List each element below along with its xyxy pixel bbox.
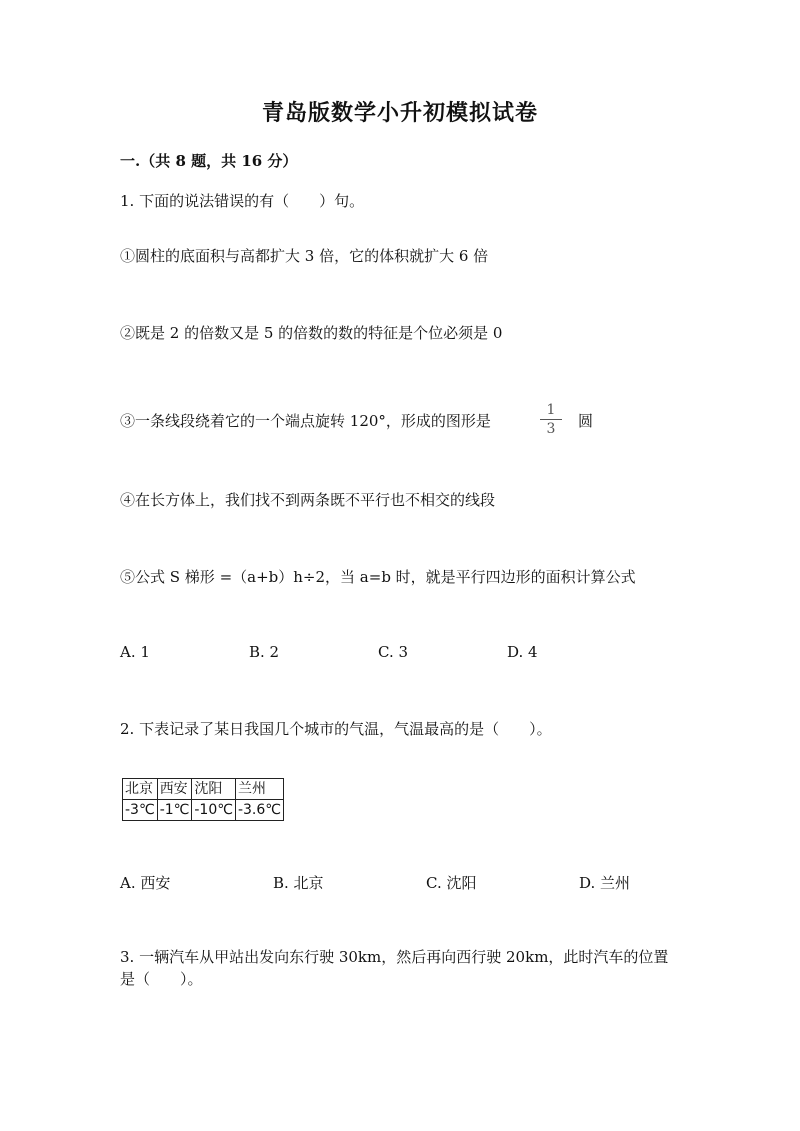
q2-option-c[interactable]: C. 沈阳 — [426, 874, 477, 892]
q2-stem: 2. 下表记录了某日我国几个城市的气温，气温最高的是（ ）。 — [120, 720, 552, 738]
temperature-table — [122, 778, 284, 821]
q1-option-b[interactable]: B. 2 — [249, 643, 280, 661]
fraction-denominator: 3 — [546, 421, 556, 437]
q2-option-a[interactable]: A. 西安 — [120, 874, 171, 892]
table-cell: -3℃ — [123, 800, 158, 821]
table-header-cell: 北京 — [123, 779, 158, 800]
table-header-row — [123, 779, 284, 800]
fraction-numerator: 1 — [546, 402, 556, 418]
q1-option-c[interactable]: C. 3 — [378, 643, 409, 661]
fraction-one-third — [540, 402, 562, 437]
table-header-cell: 兰州 — [235, 779, 283, 800]
table-cell: -3.6℃ — [235, 800, 283, 821]
table-row — [123, 800, 284, 821]
q1-statement-1: ①圆柱的底面积与高都扩大 3 倍，它的体积就扩大 6 倍 — [120, 247, 489, 265]
q1-statement-4: ④在长方体上，我们找不到两条既不平行也不相交的线段 — [120, 491, 496, 509]
q1-option-d[interactable]: D. 4 — [507, 643, 538, 661]
table-header-cell: 沈阳 — [192, 779, 236, 800]
section-heading: 一.（共 8 题，共 16 分） — [120, 152, 298, 170]
q3-stem-line-2: 是（ ）。 — [120, 970, 203, 988]
q3-stem-line-1: 3. 一辆汽车从甲站出发向东行驶 30km，然后再向西行驶 20km，此时汽车的位置 — [120, 948, 669, 966]
q2-option-b[interactable]: B. 北京 — [273, 874, 324, 892]
fraction-bar — [540, 419, 562, 420]
q1-stem: 1. 下面的说法错误的有（ ）句。 — [120, 192, 365, 210]
q1-option-a[interactable]: A. 1 — [120, 643, 150, 661]
page-title: 青岛版数学小升初模拟试卷 — [261, 100, 538, 126]
q1-statement-3-suffix: 圆 — [578, 412, 594, 430]
q1-statement-5: ⑤公式 S 梯形 =（a+b）h÷2，当 a=b 时，就是平行四边形的面积计算公式 — [120, 568, 636, 586]
table-header-cell: 西安 — [157, 779, 192, 800]
table-cell: -1℃ — [157, 800, 192, 821]
q1-statement-3: ③一条线段绕着它的一个端点旋转 120°，形成的图形是 — [120, 412, 491, 430]
table-cell: -10℃ — [192, 800, 236, 821]
q2-option-d[interactable]: D. 兰州 — [579, 874, 631, 892]
q1-statement-2: ②既是 2 的倍数又是 5 的倍数的数的特征是个位必须是 0 — [120, 324, 503, 342]
